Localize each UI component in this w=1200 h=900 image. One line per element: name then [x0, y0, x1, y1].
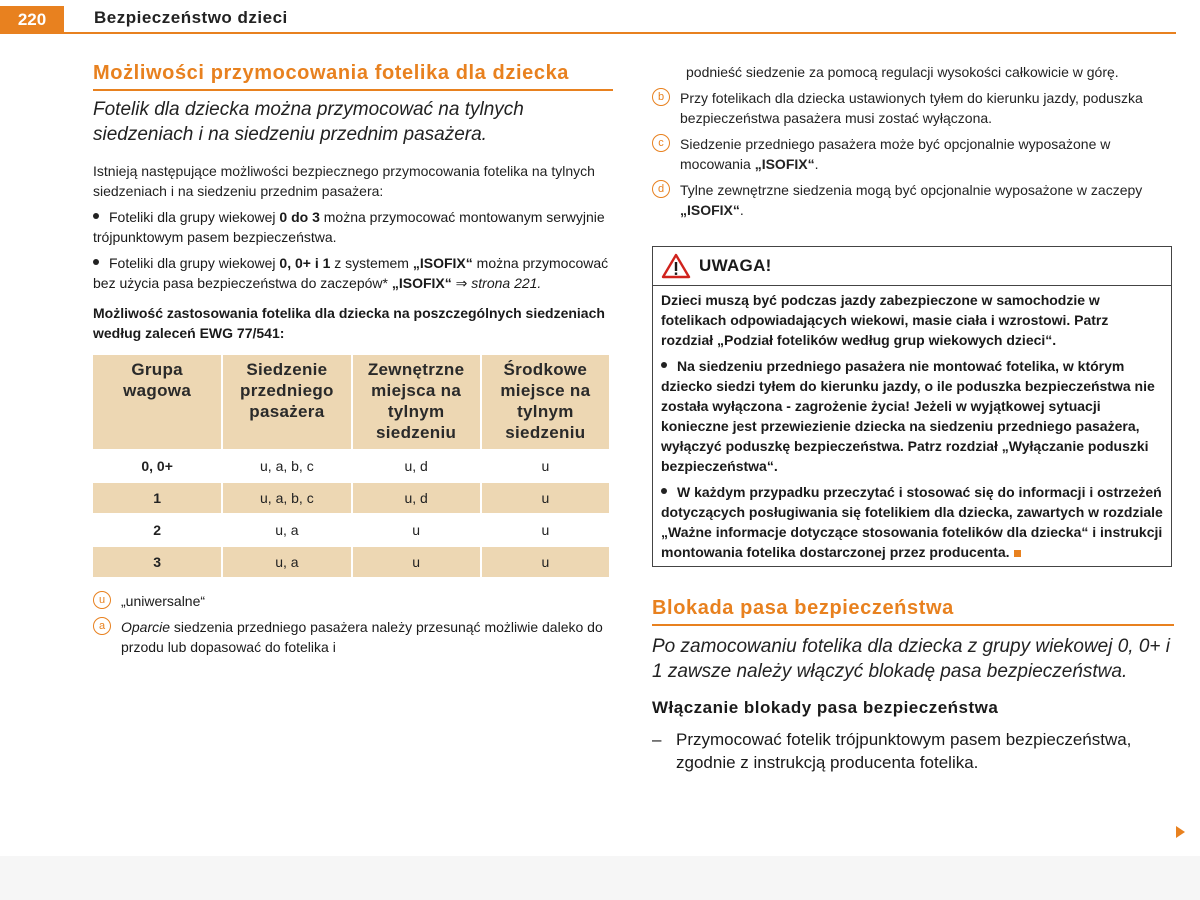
circled-letter-icon: u [93, 591, 111, 609]
bullet-text: z systemem [330, 255, 413, 271]
table-cell: 0, 0+ [93, 450, 222, 482]
table-cell: u [481, 514, 610, 546]
reference-arrow: ⇒ [451, 275, 472, 291]
table-cell: u, d [352, 482, 481, 514]
column-header: Środkowe miejsce na tylnym siedzeniu [481, 355, 610, 450]
continue-arrow-icon [1176, 826, 1185, 838]
header-divider [64, 32, 1176, 34]
table-cell: u, a, b, c [222, 482, 351, 514]
legend-item [93, 617, 613, 657]
table-cell: u [481, 546, 610, 577]
legend-text: . [739, 202, 744, 218]
bullet-bold: 0 do 3 [279, 209, 320, 225]
legend-text [680, 180, 1174, 220]
bullet-bold: „ISOFIX“ [391, 275, 452, 291]
bullet-icon [661, 362, 667, 368]
circled-letter-icon: d [652, 180, 670, 198]
table-cell: u [481, 450, 610, 482]
table-cell: u [352, 546, 481, 577]
warning-triangle-icon [661, 253, 691, 279]
circled-letter-icon: c [652, 134, 670, 152]
section-intro: Fotelik dla dziecka można przymocować na tylnych siedzeniach i na siedzeniu przednim pasażera. [93, 99, 524, 145]
table-cell: 1 [93, 482, 222, 514]
legend-text: Przy fotelikach dla dziecka ustawionych tyłem do kierunku jazdy, poduszka bezpieczeństwa pasażera musi zostać wyłączona. [680, 90, 1143, 126]
table-row [93, 514, 610, 546]
circled-letter-icon: b [652, 88, 670, 106]
legend-item [93, 591, 613, 611]
legend-bold: „ISOFIX“ [680, 202, 740, 218]
warning-header [653, 247, 1171, 286]
step-item [652, 728, 1174, 774]
table-heading: Możliwość zastosowania fotelika dla dziecka na poszczególnych siedzeniach według zaleceń EWG 77/541: [93, 305, 605, 341]
legend-text [121, 617, 613, 657]
column-header: Grupa wagowa [93, 355, 222, 450]
warning-bullet-text: W każdym przypadku przeczytać i stosować się do informacji i ostrzeżeń dotyczących posługiwania się fotelikiem dla dziecka, zawartych w rozdziale „Ważne informacje dotyczące stosowania fotelików dla dziecka“ i instrukcji montowania fotelika dostarczonej przez producenta. [661, 484, 1163, 560]
legend-italic: Oparcie [121, 619, 171, 635]
warning-lead: Dzieci muszą być podczas jazdy zabezpieczone w samochodzie w fotelikach odpowiadających wiekowi, masie ciała i wzrostowi. Patrz rozdział „Podział fotelików według grup wiekowych dzieci“. [661, 292, 1109, 348]
table-row [93, 546, 610, 577]
table-row [93, 482, 610, 514]
page-bottom-margin [0, 856, 1200, 900]
legend-text: siedzenia przedniego pasażera należy przesunąć możliwie daleko do przodu lub dopasować do fotelika i [121, 619, 603, 655]
footnote-legend [93, 591, 613, 657]
table-cell: 2 [93, 514, 222, 546]
legend-item [652, 134, 1174, 174]
warning-bullet [661, 482, 1163, 562]
section-intro: Po zamocowaniu fotelika dla dziecka z grupy wiekowej 0, 0+ i 1 zawsze należy włączyć blokadę pasa bezpieczeństwa. [652, 636, 1171, 682]
section-title-mounting: Możliwości przymocowania fotelika dla dziecka [93, 62, 570, 84]
continued-text: podnieść siedzenie za pomocą regulacji wysokości całkowicie w górę. [686, 64, 1119, 80]
left-column [93, 62, 613, 657]
bullet-bold: 0, 0+ i 1 [279, 255, 331, 271]
warning-box [652, 246, 1172, 567]
seat-group-table [93, 355, 611, 577]
table-cell: u, a, b, c [222, 450, 351, 482]
warning-body [653, 286, 1171, 566]
paragraph: Istnieją następujące możliwości bezpiecznego przymocowania fotelika na tylnych siedzeniach i na siedzeniu przednim pasażera: [93, 163, 595, 199]
right-column [652, 62, 1174, 774]
table-cell: u, a [222, 514, 351, 546]
warning-title: UWAGA! [699, 256, 772, 275]
legend-bold: „ISOFIX“ [754, 156, 815, 172]
legend-text: Siedzenie przedniego pasażera może być opcjonalnie wyposażone w mocowania [680, 136, 1111, 172]
bullet-text: można przymocować montowanym serwyjnie trójpunktowym pasem bezpieczeństwa. [93, 209, 605, 245]
legend-text: . [814, 156, 819, 172]
legend-item [652, 180, 1174, 220]
page-number: 220 [0, 6, 64, 34]
page-reference-link[interactable]: strona 221. [471, 275, 542, 291]
bullet-item [93, 207, 613, 247]
bullet-icon [661, 488, 667, 494]
bullet-text: Foteliki dla grupy wiekowej [109, 255, 280, 271]
bullet-icon [93, 259, 99, 265]
section-divider [652, 624, 1174, 626]
table-cell: u, a [222, 546, 351, 577]
table-row [93, 450, 610, 482]
warning-bullet [661, 356, 1163, 476]
warning-bullet-text: Na siedzeniu przedniego pasażera nie montować fotelika, w którym dziecko siedzi tyłem do kierunku jazdy, o ile poduszka bezpieczeństwa nie została wyłączona - zagrożenie życia! Jeżeli w wyjątkowej sytuacji konieczne jest przewiezienie dziecka na siedzeniu przedniego pasażera, wyłączyć poduszkę bezpieczeństwa. Patrz rozdział „Wyłączanie poduszki bezpieczeństwa“. [661, 358, 1155, 474]
table-cell: u, d [352, 450, 481, 482]
bullet-text: można przymocować bez użycia pasa bezpieczeństwa do zaczepów* [93, 255, 609, 291]
legend-text [680, 134, 1174, 174]
column-header: Siedzenie przedniego pasażera [222, 355, 351, 450]
circled-letter-icon: a [93, 617, 111, 635]
legend-item [652, 88, 1174, 128]
column-header: Zewnętrzne miejsca na tylnym siedzeniu [352, 355, 481, 450]
step-text: Przymocować fotelik trójpunktowym pasem bezpieczeństwa, zgodnie z instrukcją producenta fotelika. [676, 730, 1132, 772]
legend-text: „uniwersalne“ [121, 593, 206, 609]
subheading: Włączanie blokady pasa bezpieczeństwa [652, 698, 999, 717]
table-cell: 3 [93, 546, 222, 577]
table-cell: u [481, 482, 610, 514]
bullet-text: Foteliki dla grupy wiekowej [109, 209, 280, 225]
bullet-bold: „ISOFIX“ [412, 255, 473, 271]
section-divider [93, 89, 613, 91]
bullet-icon [93, 213, 99, 219]
table-cell: u [352, 514, 481, 546]
bullet-item [93, 253, 613, 293]
legend-text: Tylne zewnętrzne siedzenia mogą być opcjonalnie wyposażone w zaczepy [680, 182, 1143, 198]
end-of-section-icon [1014, 550, 1021, 557]
dash-icon: – [652, 730, 662, 749]
section-title-belt-lock: Blokada pasa bezpieczeństwa [652, 597, 954, 619]
chapter-title: Bezpieczeństwo dzieci [94, 8, 288, 27]
